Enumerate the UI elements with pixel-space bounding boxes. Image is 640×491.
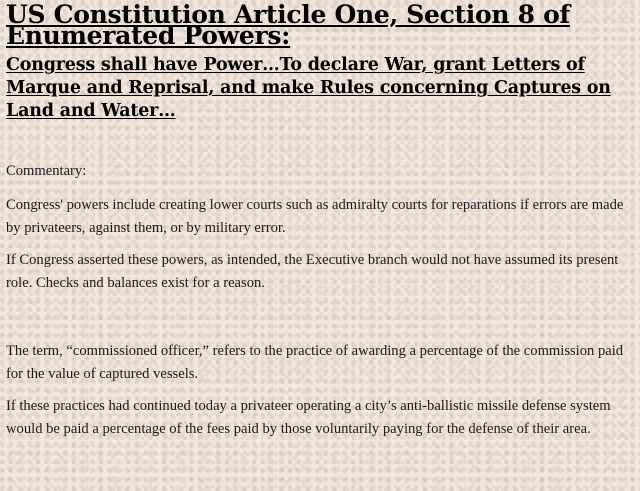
paragraph-4: If these practices had continued today a privateer operating a city’s anti-ballistic missile defense system would be paid a percentage of the fees paid by those voluntarily paying for the defense of their area. bbox=[6, 398, 611, 437]
document-title: US Constitution Article One, Section 8 of Enumerated Powers: bbox=[6, 0, 570, 50]
document-subtitle: Congress shall have Power…To declare War, grant Letters of Marque and Reprisal, and make Rules concerning Captures on Land and Water… bbox=[6, 55, 611, 121]
paragraph-3: The term, “commissioned officer,” refers to the practice of awarding a percentage of the commission paid for the value of captured vessels. bbox=[6, 343, 624, 382]
document-page bbox=[6, 0, 636, 441]
paragraph-1: Congress' powers include creating lower courts such as admiralty courts for reparations if errors are made by privateers, against them, or by military error. bbox=[6, 197, 624, 236]
commentary-label: Commentary: bbox=[6, 163, 87, 179]
paragraph-2: If Congress asserted these powers, as intended, the Executive branch would not have assumed its present role. Checks and balances exist for a reason. bbox=[6, 252, 619, 291]
